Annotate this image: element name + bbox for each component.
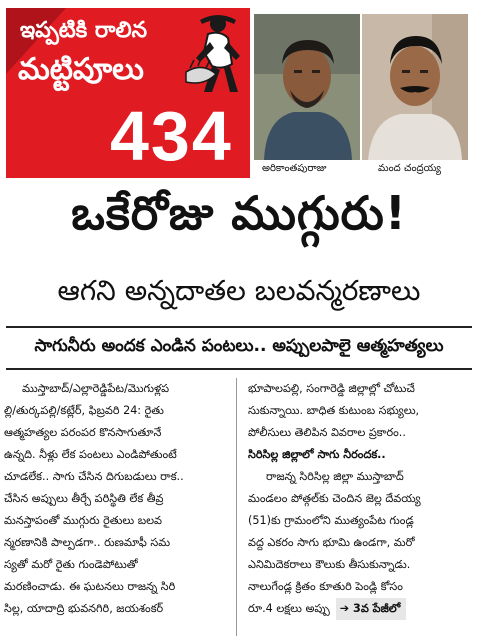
article-line: (51)కు గ్రామంలోని ముత్యంపేట గుండ్ల (248, 514, 414, 527)
article-line: ల్లి/తుర్కపల్లి/కట్లేర్, ఫిబ్రవరి 24: రైతు (4, 404, 164, 417)
article-line: స్యతో మరో రైతు గుండెపోటుతో (4, 558, 138, 571)
article-line: నాలుగేండ్ల క్రితం కూతురి పెండ్లి కోసం (248, 580, 403, 593)
farmer-silhouette-icon (182, 12, 248, 96)
continued-on-page-label[interactable] (336, 598, 407, 620)
photo-2-caption: మంద చంద్రయ్య (378, 163, 441, 174)
article-line: న్మరణానికి పాల్పడగా.. రుణమాఫీ సమ (4, 536, 171, 549)
article-line: సుకున్నాయి. బాధిత కుటుంబ సభ్యులు, (248, 404, 420, 417)
arrow-right-icon: ➔ (339, 602, 350, 615)
article-line-text: రూ.4 లక్షలు అప్పు (248, 602, 330, 615)
article-line: ఆత్మహత్యల పరంపర కొనసాగుతూనే (4, 426, 162, 439)
divider-rule-top (6, 326, 472, 328)
article-line: భూపాలపల్లి, సంగారెడ్డి జిల్లాల్లో చోటుచే (248, 382, 415, 395)
article-line: చేసిన అప్పులు తీర్చే పరిస్థితి లేక తీవ్ర (4, 492, 164, 505)
article-line: వద్ద ఎకరం సాగు భూమి ఉండగా, మరో (248, 536, 415, 549)
suicide-counter-box (6, 8, 250, 178)
article-column-right (248, 378, 472, 620)
article-line: రాజన్న సిరిసిల్ల జిల్లా ముస్తాబాద్ (266, 470, 404, 483)
column-divider (236, 378, 237, 636)
continue-page-text: 3వ పేజీలో (353, 602, 401, 615)
article-line: పోలీసులు తెలిపిన వివరాల ప్రకారం.. (248, 426, 406, 439)
article-line: ముస్తాబాద్/ఎల్లారెడ్డిపేట/మొగుళ్లప (22, 382, 170, 395)
farmer-photo-2 (362, 14, 468, 160)
photo-1-caption: అరికాంతపురాజు (262, 163, 327, 174)
article-subtitle: సిరిసిల్ల జిల్లాలో సాగు నీరందక.. (248, 448, 386, 461)
farmer-photo-1 (254, 14, 360, 160)
article-line: ఎనిమిదెకరాలు కౌలుకు తీసుకున్నాడు. (248, 558, 411, 571)
counter-line2: మట్టిపూలు (18, 52, 144, 87)
counter-line1: ఇప్పటికి రాలిన (20, 18, 148, 43)
article-line: చూడలేక.. సాగు చేసిన దిగుబడులు రాక.. (4, 470, 184, 483)
article-line: ఉన్నది. నీళ్లు లేక పంటలు ఎండిపోతుంటే (4, 448, 177, 461)
headline: ఒకేరోజు ముగ్గురు! (71, 186, 407, 240)
counter-number: 434 (110, 97, 233, 175)
article-line: మనస్తాపంతో ముగ్గురు రైతులు బలవ (4, 514, 162, 527)
sub-headline: ఆగని అన్నదాతల బలవన్మరణాలు (57, 274, 421, 307)
article-column-left (4, 378, 226, 620)
article-line: మండలం పోత్గల్‌కు చెందిన జెల్ల దేవయ్య (248, 492, 421, 505)
article-last-line (248, 598, 472, 620)
kicker-line: సాగునీరు అందక ఎండిన పంటలు.. అప్పులపాలై ఆత్మహత్యలు (34, 336, 444, 356)
article-line: మరణించాడు. ఈ ఘటనలు రాజన్న సిరి (4, 580, 176, 593)
divider-rule-bottom (6, 368, 472, 370)
article-line: సిల్ల, యాదాద్రి భువనగిరి, జయశంకర్ (4, 602, 164, 615)
